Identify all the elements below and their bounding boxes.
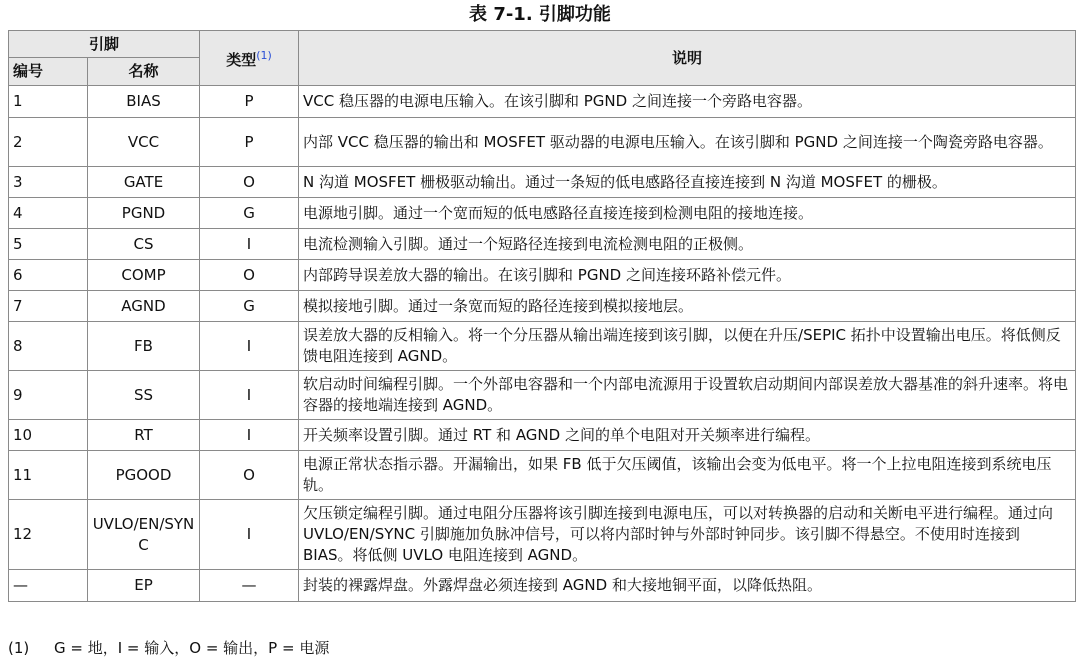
- pin-description-cell: 电流检测输入引脚。通过一个短路径连接到电流检测电阻的正极侧。: [299, 229, 1076, 260]
- pin-name-cell: EP: [88, 570, 200, 602]
- pin-type-cell: G: [200, 198, 299, 229]
- table-row: [9, 371, 1076, 420]
- header-type: [200, 31, 299, 86]
- pin-type-cell: I: [200, 371, 299, 420]
- pin-name-cell: BIAS: [88, 86, 200, 118]
- pin-name-cell: SS: [88, 371, 200, 420]
- header-pin-group: 引脚: [9, 31, 200, 58]
- pin-number-cell: 12: [9, 500, 88, 570]
- pin-name-cell: PGOOD: [88, 451, 200, 500]
- pin-description-cell: 开关频率设置引脚。通过 RT 和 AGND 之间的单个电阻对开关频率进行编程。: [299, 420, 1076, 451]
- pin-description-cell: 误差放大器的反相输入。将一个分压器从输出端连接到该引脚，以便在升压/SEPIC 拓扑中设置输出电压。将低侧反馈电阻连接到 AGND。: [299, 322, 1076, 371]
- footnote-mark: (1): [8, 639, 30, 657]
- pin-type-cell: I: [200, 500, 299, 570]
- pin-type-cell: I: [200, 322, 299, 371]
- pin-name-cell: RT: [88, 420, 200, 451]
- pin-description-cell: 电源正常状态指示器。开漏输出，如果 FB 低于欠压阈值，该输出会变为低电平。将一个上拉电阻连接到系统电压轨。: [299, 451, 1076, 500]
- footnote-text: G = 地，I = 输入，O = 输出，P = 电源: [54, 639, 330, 657]
- pin-description-cell: 电源地引脚。通过一个宽而短的低电感路径直接连接到检测电阻的接地连接。: [299, 198, 1076, 229]
- pin-type-cell: O: [200, 260, 299, 291]
- pin-description-cell: 封装的裸露焊盘。外露焊盘必须连接到 AGND 和大接地铜平面，以降低热阻。: [299, 570, 1076, 602]
- pin-type-cell: P: [200, 118, 299, 167]
- table-row: [9, 291, 1076, 322]
- header-number: 编号: [9, 58, 88, 86]
- table-row: [9, 118, 1076, 167]
- table-row: [9, 198, 1076, 229]
- pin-name-cell: VCC: [88, 118, 200, 167]
- table-row: [9, 420, 1076, 451]
- pin-description-cell: 内部跨导误差放大器的输出。在该引脚和 PGND 之间连接环路补偿元件。: [299, 260, 1076, 291]
- pin-name-cell: GATE: [88, 167, 200, 198]
- pin-number-cell: 8: [9, 322, 88, 371]
- header-name: 名称: [88, 58, 200, 86]
- table-header: [9, 31, 1076, 86]
- table-row: [9, 260, 1076, 291]
- pin-function-table: [8, 30, 1076, 602]
- pin-type-cell: G: [200, 291, 299, 322]
- pin-number-cell: 3: [9, 167, 88, 198]
- table-row: [9, 500, 1076, 570]
- pin-description-cell: 软启动时间编程引脚。一个外部电容器和一个内部电流源用于设置软启动期间内部误差放大器基准的斜升速率。将电容器的接地端连接到 AGND。: [299, 371, 1076, 420]
- pin-number-cell: 4: [9, 198, 88, 229]
- pin-number-cell: —: [9, 570, 88, 602]
- pin-number-cell: 7: [9, 291, 88, 322]
- pin-name-cell: PGND: [88, 198, 200, 229]
- table-row: [9, 322, 1076, 371]
- pin-name-cell: AGND: [88, 291, 200, 322]
- table-title: 表 7-1. 引脚功能: [469, 4, 611, 25]
- pin-type-cell: O: [200, 451, 299, 500]
- table-row: [9, 229, 1076, 260]
- pin-number-cell: 10: [9, 420, 88, 451]
- table-row: [9, 167, 1076, 198]
- footnote: [8, 637, 329, 659]
- pin-description-cell: VCC 稳压器的电源电压输入。在该引脚和 PGND 之间连接一个旁路电容器。: [299, 86, 1076, 118]
- pin-description-cell: 欠压锁定编程引脚。通过电阻分压器将该引脚连接到电源电压，可以对转换器的启动和关断电平进行编程。通过向 UVLO/EN/SYNC 引脚施加负脉冲信号，可以将内部时钟与外部时钟同步。该引脚不得悬空。不使用时连接到 BIAS。将低侧 UVLO 电阻连接到 AGND。: [299, 500, 1076, 570]
- pin-description-cell: 内部 VCC 稳压器的输出和 MOSFET 驱动器的电源电压输入。在该引脚和 PGND 之间连接一个陶瓷旁路电容器。: [299, 118, 1076, 167]
- header-type-label: 类型: [226, 51, 257, 69]
- pin-type-cell: I: [200, 229, 299, 260]
- pin-number-cell: 6: [9, 260, 88, 291]
- pin-type-cell: P: [200, 86, 299, 118]
- pin-type-cell: —: [200, 570, 299, 602]
- table-row: [9, 86, 1076, 118]
- footnote-ref-link[interactable]: (1): [256, 49, 272, 62]
- pin-name-cell: COMP: [88, 260, 200, 291]
- pin-number-cell: 11: [9, 451, 88, 500]
- pin-name-cell: CS: [88, 229, 200, 260]
- pin-number-cell: 5: [9, 229, 88, 260]
- pin-description-cell: 模拟接地引脚。通过一条宽而短的路径连接到模拟接地层。: [299, 291, 1076, 322]
- table-body: [9, 86, 1076, 602]
- table-row: [9, 570, 1076, 602]
- pin-number-cell: 2: [9, 118, 88, 167]
- pin-type-cell: I: [200, 420, 299, 451]
- pin-name-cell: UVLO/EN/SYNC: [88, 500, 200, 570]
- pin-name-cell: FB: [88, 322, 200, 371]
- pin-number-cell: 1: [9, 86, 88, 118]
- pin-type-cell: O: [200, 167, 299, 198]
- pin-number-cell: 9: [9, 371, 88, 420]
- pin-description-cell: N 沟道 MOSFET 栅极驱动输出。通过一条短的低电感路径直接连接到 N 沟道 MOSFET 的栅极。: [299, 167, 1076, 198]
- header-description: 说明: [299, 31, 1076, 86]
- table-row: [9, 451, 1076, 500]
